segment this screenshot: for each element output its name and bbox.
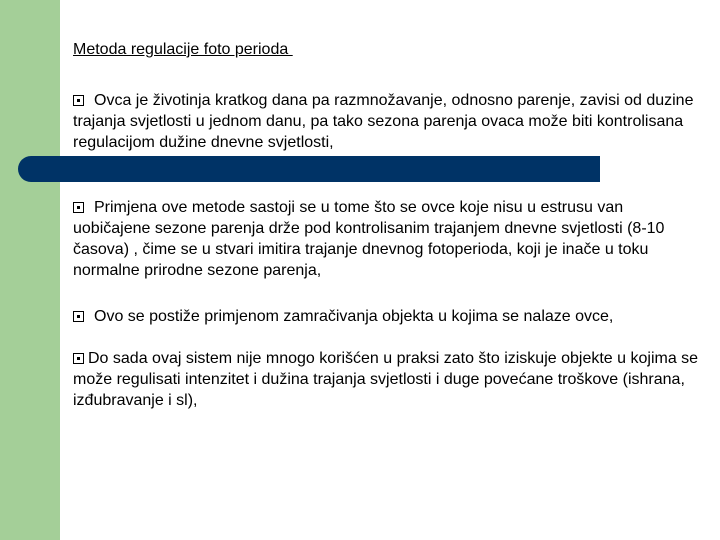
checkbox-bullet-icon xyxy=(73,353,84,364)
paragraph-3-text: Ovo se postiže primjenom zamračivanja objekta u kojima se nalaze ovce, xyxy=(94,308,614,325)
checkbox-bullet-icon xyxy=(73,95,84,106)
bullet-paragraph-3 xyxy=(73,306,703,327)
navy-divider-bar xyxy=(18,156,600,182)
paragraph-2-text: Primjena ove metode sastoji se u tome što se ovce koje nisu u estrusu van uobičajene sezone parenja drže pod kontrolisanim trajanjem dnevne svjetlosti (8-10 časova) , čime se u stvari imitira trajanje dnevnog fotoperioda, koji je inače u toku normalne prirodne sezone parenja, xyxy=(73,199,665,279)
bullet-paragraph-4 xyxy=(73,348,703,411)
slide-title: Metoda regulacije foto perioda xyxy=(73,41,293,58)
paragraph-1-text: Ovca je životinja kratkog dana pa razmnožavanje, odnosno parenje, zavisi od duzine trajanja svjetlosti u jednom danu, pa tako sezona parenja ovaca može biti kontrolisana regulacijom dužine dnevne svjetlosti, xyxy=(73,92,694,151)
bullet-paragraph-2 xyxy=(73,197,703,281)
paragraph-4-text: Do sada ovaj sistem nije mnogo korišćen u praksi zato što iziskuje objekte u kojima se može regulisati intenzitet i dužina trajanja svjetlosti i duge povećane troškove (ishrana, izđubravanje i sl), xyxy=(73,350,699,409)
checkbox-bullet-icon xyxy=(73,311,84,322)
checkbox-bullet-icon xyxy=(73,202,84,213)
bullet-paragraph-1 xyxy=(73,90,703,153)
